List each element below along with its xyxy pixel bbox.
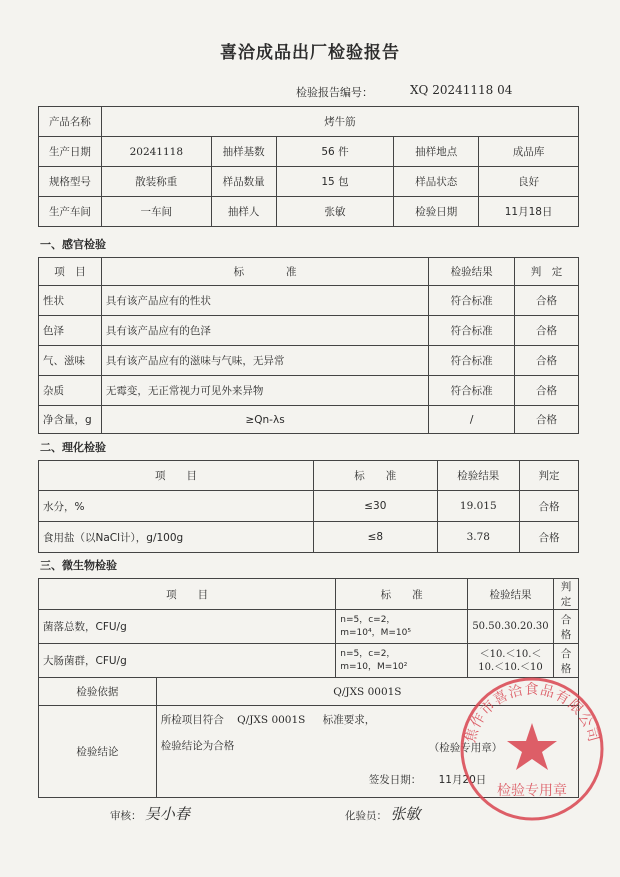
micro-item: 大肠菌群，CFU/g [39,644,336,678]
sensory-result: 符合标准 [429,316,515,346]
micro-standard-line2: m=10⁴，M=10⁵ [340,627,411,638]
physchem-item: 食用盐（以NaCl计），g/100g [39,522,314,553]
issue-date-label: 签发日期： [368,774,422,786]
sample-place: 成品库 [479,137,579,167]
physchem-result: 3.78 [437,522,519,553]
inspection-seal [458,675,606,823]
sensory-item: 杂质 [39,376,102,406]
table-row [39,346,579,376]
section-physchem: 二、理化检验 [40,441,106,454]
report-title: 喜洽成品出厂检验报告 [220,43,400,63]
seal-note: （检验专用章） [428,742,503,754]
table-row [39,522,579,553]
micro-item: 菌落总数，CFU/g [39,610,336,644]
physchem-header-verdict: 判定 [519,461,578,491]
sensory-standard: 无霉变，无正常视力可见外来异物 [101,376,428,406]
sensory-item: 气、滋味 [39,346,102,376]
sample-base: 56 件 [276,137,394,167]
micro-result-line1: ＜10.＜10.＜ [479,648,542,660]
sample-place-label: 抽样地点 [394,137,479,167]
sensory-item: 色泽 [39,316,102,346]
table-row [39,316,579,346]
physchem-header-standard: 标 准 [313,461,437,491]
sensory-standard: 具有该产品应有的滋味与气味，无异常 [101,346,428,376]
prod-date-label: 生产日期 [39,137,102,167]
table-row [39,376,579,406]
section-sensory: 一、感官检验 [40,238,106,251]
sensory-result: 符合标准 [429,346,515,376]
micro-header-result: 检验结果 [468,579,554,610]
sensory-header-standard: 标 准 [101,258,428,286]
sensory-verdict: 合格 [515,286,579,316]
sensory-table [38,257,579,434]
inspector-label: 化验员： [345,810,387,822]
sensory-result: 符合标准 [429,376,515,406]
report-number [296,83,513,100]
sensory-standard: 具有该产品应有的色泽 [101,316,428,346]
conclusion-standard: Q/JXS 0001S [237,714,306,726]
seal-star-icon [507,723,557,770]
table-row [39,406,579,434]
test-date-label: 检验日期 [394,197,479,227]
table-row [39,286,579,316]
issue-date: 11月20日 [438,774,487,786]
prod-date: 20241118 [101,137,211,167]
basis-value: Q/JXS 0001S [156,678,578,706]
sensory-verdict: 合格 [515,376,579,406]
sample-state-label: 样品状态 [394,167,479,197]
report-number-label: 检验报告编号： [296,86,373,99]
physchem-verdict: 合格 [519,491,578,522]
report-number-value: XQ 20241118 04 [410,83,513,97]
physchem-header-result: 检验结果 [437,461,519,491]
sensory-standard: ≥Qn-λs [101,406,428,434]
spec: 散装称重 [101,167,211,197]
micro-standard-line1: n=5，c=2， [340,648,396,659]
table-row [39,610,579,644]
micro-result-line2: 10.＜10.＜10 [478,661,543,673]
table-row [39,644,579,678]
inspector [345,803,420,824]
physchem-result: 19.015 [437,491,519,522]
conclusion-line2: 检验结论为合格 [160,740,235,752]
sampler: 张敏 [276,197,394,227]
table-row [39,491,579,522]
sample-base-label: 抽样基数 [211,137,276,167]
sensory-item: 性状 [39,286,102,316]
physchem-standard: ≤8 [313,522,437,553]
sensory-result: / [429,406,515,434]
reviewer-signature: 吴小春 [144,805,190,823]
spec-label: 规格型号 [39,167,102,197]
micro-verdict: 合格 [553,644,578,678]
micro-header-item: 项 目 [39,579,336,610]
micro-verdict: 合格 [553,610,578,644]
product-name: 烤牛筋 [101,107,578,137]
physchem-item: 水分，% [39,491,314,522]
seal-bottom-text: 检验专用章 [497,783,567,799]
sample-state: 良好 [479,167,579,197]
conclusion-label: 检验结论 [39,706,157,798]
product-name-label: 产品名称 [39,107,102,137]
sensory-header-item: 项 目 [39,258,102,286]
workshop: 一车间 [101,197,211,227]
micro-header-verdict: 判定 [553,579,578,610]
micro-standard-line2: m=10，M=10² [340,661,408,672]
workshop-label: 生产车间 [39,197,102,227]
sensory-standard: 具有该产品应有的性状 [101,286,428,316]
seal-ring-text: 焦作市喜洽食品有限公司 [462,681,602,745]
sample-qty-label: 样品数量 [211,167,276,197]
sampler-label: 抽样人 [211,197,276,227]
section-micro: 三、微生物检验 [40,559,117,572]
micro-result: 50.50.30.20.30 [468,610,554,644]
physchem-standard: ≤30 [313,491,437,522]
sensory-verdict: 合格 [515,406,579,434]
sensory-item: 净含量，g [39,406,102,434]
sensory-header-verdict: 判 定 [515,258,579,286]
micro-header-standard: 标 准 [336,579,468,610]
sensory-verdict: 合格 [515,346,579,376]
conclusion-line1-a: 所检项目符合 [160,714,224,726]
physchem-table [38,460,579,553]
sensory-header-result: 检验结果 [429,258,515,286]
test-date: 11月18日 [479,197,579,227]
sensory-verdict: 合格 [515,316,579,346]
micro-standard-line1: n=5，c=2， [340,614,396,625]
physchem-header-item: 项 目 [39,461,314,491]
reviewer-label: 审核： [110,810,142,822]
conclusion-line1-c: 标准要求， [322,714,376,726]
basis-label: 检验依据 [39,678,157,706]
sample-qty: 15 包 [276,167,394,197]
reviewer [110,803,190,824]
physchem-verdict: 合格 [519,522,578,553]
inspector-signature: 张敏 [390,805,421,823]
sensory-result: 符合标准 [429,286,515,316]
info-table [38,106,579,227]
